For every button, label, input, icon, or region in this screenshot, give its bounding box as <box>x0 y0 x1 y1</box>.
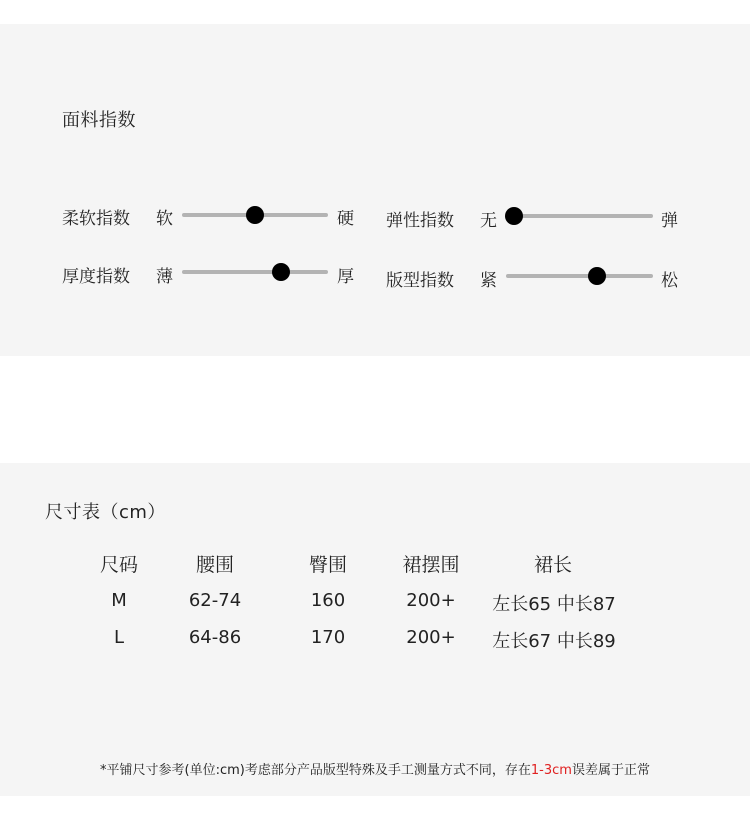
thickness-slider-knob <box>272 263 290 281</box>
softness-slider-knob <box>246 206 264 224</box>
elasticity-index-label: 弹性指数 <box>386 211 454 231</box>
header-hip: 臀围 <box>308 554 347 576</box>
elasticity-right-end: 弹 <box>661 211 678 231</box>
softness-right-end: 硬 <box>337 209 354 229</box>
fit-left-end: 紧 <box>480 271 497 291</box>
note-highlight: 1-3cm <box>530 763 572 778</box>
cell-hip: 160 <box>310 590 346 611</box>
measurement-note <box>0 759 750 778</box>
elasticity-slider-knob <box>505 207 523 225</box>
softness-left-end: 软 <box>156 209 173 229</box>
cell-waist: 64-86 <box>188 627 242 648</box>
header-waist: 腰围 <box>195 554 234 576</box>
header-length: 裙长 <box>533 554 572 576</box>
note-suffix: 误差属于正常 <box>571 763 650 778</box>
cell-length: 左长67 中长89 <box>492 631 616 652</box>
softness-index-label: 柔软指数 <box>62 209 130 229</box>
header-hem: 裙摆围 <box>402 554 460 576</box>
cell-hem: 200+ <box>406 590 456 611</box>
fabric-index-panel <box>0 24 750 356</box>
size-table-title: 尺寸表（cm） <box>45 502 166 523</box>
thickness-right-end: 厚 <box>337 267 354 287</box>
header-size: 尺码 <box>99 554 138 576</box>
elasticity-left-end: 无 <box>480 211 497 231</box>
thickness-index-label: 厚度指数 <box>62 267 130 287</box>
fit-slider-knob <box>588 267 606 285</box>
thickness-left-end: 薄 <box>156 267 173 287</box>
cell-size: M <box>111 590 127 611</box>
fit-slider-track <box>506 274 653 278</box>
cell-hem: 200+ <box>406 627 456 648</box>
fit-index-label: 版型指数 <box>386 271 454 291</box>
thickness-slider-track <box>182 270 328 274</box>
elasticity-slider-track <box>506 214 653 218</box>
size-table-panel <box>0 463 750 796</box>
cell-waist: 62-74 <box>188 590 242 611</box>
fit-right-end: 松 <box>661 271 678 291</box>
cell-size: L <box>113 627 125 648</box>
note-prefix: *平铺尺寸参考(单位:cm)考虑部分产品版型特殊及手工测量方式不同，存在 <box>100 763 531 778</box>
cell-length: 左长65 中长87 <box>492 594 616 615</box>
fabric-index-title: 面料指数 <box>62 110 136 131</box>
cell-hip: 170 <box>310 627 346 648</box>
